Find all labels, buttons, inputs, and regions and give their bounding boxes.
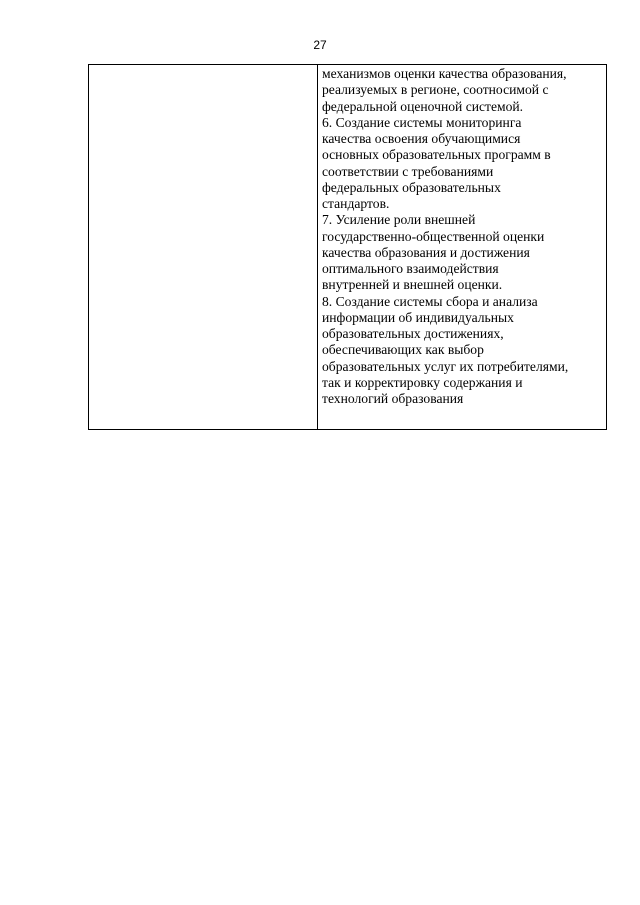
- table-row: [89, 65, 607, 430]
- text-line: обеспечивающих как выбор: [322, 342, 484, 358]
- text-line: оптимального взаимодействия: [322, 261, 499, 276]
- text-line: качества образования и достижения: [322, 244, 530, 260]
- text-line: стандартов.: [322, 196, 390, 211]
- table-cell-right: [318, 65, 607, 430]
- text-line: 6. Создание системы мониторинга: [322, 114, 522, 130]
- text-line: соответствии с требованиями: [322, 163, 494, 179]
- text-line: 8. Создание системы сбора и анализа: [322, 293, 538, 309]
- cell-paragraph: [318, 65, 606, 407]
- text-line: информации об индивидуальных: [322, 309, 514, 325]
- text-line: образовательных достижениях,: [322, 326, 504, 341]
- text-line: качества освоения обучающимися: [322, 131, 521, 146]
- table-cell-left: [89, 65, 318, 430]
- text-line: технологий образования: [322, 391, 464, 406]
- page-number: 27: [313, 38, 327, 52]
- text-line: федеральных образовательных: [322, 179, 501, 195]
- text-line: образовательных услуг их потребителями,: [322, 358, 569, 374]
- text-line: реализуемых в регионе, соотносимой с: [322, 82, 549, 98]
- text-line: механизмов оценки качества образования,: [322, 66, 567, 81]
- document-table: [88, 64, 607, 430]
- text-line: 7. Усиление роли внешней: [322, 212, 476, 228]
- text-line: внутренней и внешней оценки.: [322, 277, 503, 293]
- text-line: так и корректировку содержания и: [322, 374, 523, 390]
- text-line: основных образовательных программ в: [322, 147, 551, 163]
- text-line: федеральной оценочной системой.: [322, 98, 524, 114]
- text-line: государственно-общественной оценки: [322, 228, 545, 244]
